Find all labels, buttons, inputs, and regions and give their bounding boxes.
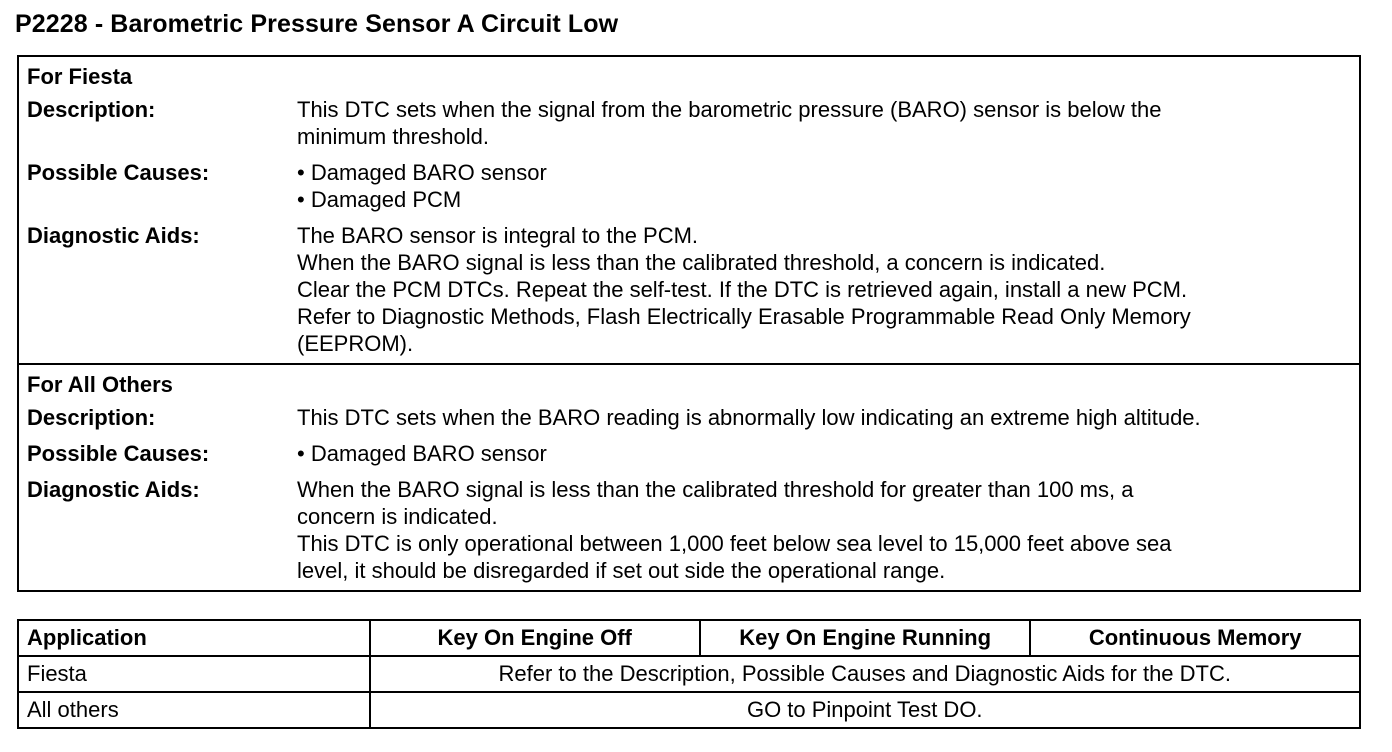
aids-line: When the BARO signal is less than the calibrated threshold, a concern is indicated. (297, 250, 1106, 275)
column-header-continuous-memory: Continuous Memory (1030, 620, 1360, 656)
possible-causes-list (297, 159, 1351, 213)
possible-causes-label: Possible Causes: (27, 441, 210, 466)
description-row (27, 404, 1351, 431)
possible-causes-row (27, 159, 1351, 213)
aids-line: Clear the PCM DTCs. Repeat the self-test. If the DTC is retrieved again, install a new PCM. (297, 277, 1188, 302)
diagnostic-aids-label: Diagnostic Aids: (27, 223, 200, 248)
aids-line: (EEPROM). (297, 331, 414, 356)
cause-item: • Damaged BARO sensor (297, 159, 1351, 186)
application-table (17, 619, 1361, 729)
action-cell: Refer to the Description, Possible Causes and Diagnostic Aids for the DTC. (370, 656, 1361, 692)
table-header-row (18, 620, 1360, 656)
cause-item: • Damaged BARO sensor (297, 440, 1351, 467)
table-row (18, 656, 1360, 692)
possible-causes-row (27, 440, 1351, 467)
possible-causes-label: Possible Causes: (27, 160, 210, 185)
column-header-koeo: Key On Engine Off (370, 620, 700, 656)
dtc-details-box (17, 55, 1361, 592)
description-line: minimum threshold. (297, 124, 489, 149)
section-heading: For All Others (27, 372, 173, 397)
aids-line: concern is indicated. (297, 504, 498, 529)
description-label: Description: (27, 97, 156, 122)
description-line: This DTC sets when the signal from the barometric pressure (BARO) sensor is below the (297, 97, 1162, 122)
diagnostic-aids-value (297, 222, 1351, 357)
action-cell: GO to Pinpoint Test DO. (370, 692, 1361, 728)
description-label: Description: (27, 405, 156, 430)
diagnostic-aids-value (297, 476, 1351, 584)
table-row (18, 692, 1360, 728)
description-value (297, 404, 1351, 431)
aids-line: When the BARO signal is less than the calibrated threshold for greater than 100 ms, a (297, 477, 1134, 502)
application-cell: All others (18, 692, 370, 728)
aids-line: Refer to Diagnostic Methods, Flash Electrically Erasable Programmable Read Only Memory (297, 304, 1191, 329)
section-all-others (19, 365, 1359, 592)
description-value (297, 96, 1351, 150)
aids-line: This DTC is only operational between 1,000 feet below sea level to 15,000 feet above sea (297, 531, 1172, 556)
application-cell: Fiesta (18, 656, 370, 692)
page-title: P2228 - Barometric Pressure Sensor A Circuit Low (15, 10, 619, 38)
cause-item: • Damaged PCM (297, 186, 1351, 213)
column-header-application: Application (18, 620, 370, 656)
diagnostic-aids-label: Diagnostic Aids: (27, 477, 200, 502)
aids-line: level, it should be disregarded if set out side the operational range. (297, 558, 946, 583)
possible-causes-list (297, 440, 1351, 467)
section-fiesta (19, 57, 1359, 365)
section-heading: For Fiesta (27, 64, 133, 89)
column-header-koer: Key On Engine Running (700, 620, 1030, 656)
description-line: This DTC sets when the BARO reading is abnormally low indicating an extreme high altitude. (297, 405, 1201, 430)
diagnostic-aids-row (27, 476, 1351, 584)
aids-line: The BARO sensor is integral to the PCM. (297, 223, 699, 248)
diagnostic-aids-row (27, 222, 1351, 357)
description-row (27, 96, 1351, 150)
